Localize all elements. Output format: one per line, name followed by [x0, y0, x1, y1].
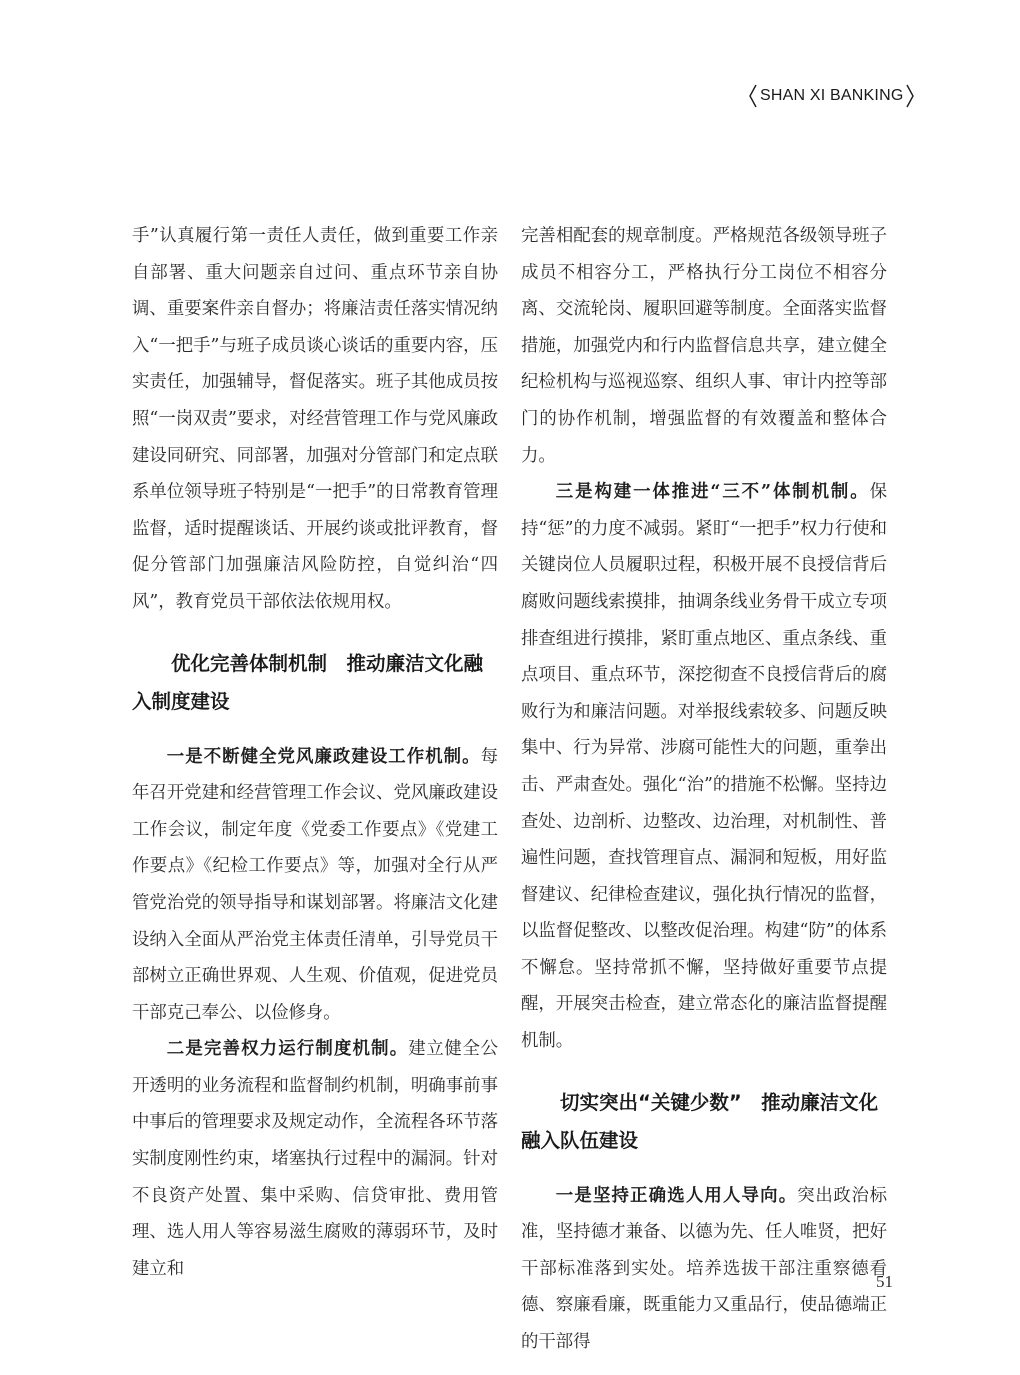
section-heading-team: 切实突出“关键少数” 推动廉洁文化融入队伍建设	[521, 1090, 879, 1152]
chevron-left-icon	[748, 84, 758, 108]
paragraph-lead: 三是构建一体推进“三不”体制机制。	[555, 482, 870, 503]
paragraph-body: 突出政治标准，坚持德才兼备、以德为先、任人唯贤，把好干部标准落到实处。培养选拔干部注重察德看德、察廉看廉，既重能力又重品行，使品德端正的干部得	[521, 1185, 887, 1353]
paragraph-lead: 一是不断健全党风廉政建设工作机制。	[166, 746, 481, 767]
left-column	[132, 218, 498, 1287]
paragraph-personnel	[521, 1178, 887, 1361]
paragraph-mechanism	[132, 739, 498, 1032]
paragraph-lead: 一是坚持正确选人用人导向。	[555, 1185, 798, 1206]
paragraph-lead: 二是完善权力运行制度机制。	[166, 1039, 409, 1060]
paragraph-body: 每年召开党建和经营管理工作会议、党风廉政建设工作会议，制定年度《党委工作要点》《党建工作要点》《纪检工作要点》等，加强对全行从严管党治党的领导指导和谋划部署。将廉洁文化建设纳入全面从严治党主体责任清单，引导党员干部树立正确世界观、人生观、价值观，促进党员干部克己奉公、以俭修身。	[132, 746, 498, 1023]
paragraph-body: 建立健全公开透明的业务流程和监督制约机制，明确事前事中事后的管理要求及规定动作，全流程各环节落实制度刚性约束，堵塞执行过程中的漏洞。针对不良资产处置、集中采购、信贷审批、费用管理、选人用人等容易滋生腐败的薄弱环节，及时建立和	[132, 1039, 498, 1279]
page-number: 51	[876, 1272, 893, 1291]
brand-label: SHAN XI BANKING	[760, 87, 904, 104]
paragraph-continued: 完善相配套的规章制度。严格规范各级领导班子成员不相容分工，严格执行分工岗位不相容分离、交流轮岗、履职回避等制度。全面落实监督措施，加强党内和行内监督信息共享，建立健全纪检机构与巡视巡察、组织人事、审计内控等部门的协作机制，增强监督的有效覆盖和整体合力。	[521, 226, 887, 466]
chevron-right-icon	[905, 84, 915, 108]
right-column	[521, 218, 887, 1361]
brand-tag	[748, 84, 913, 108]
paragraph-three-no	[521, 474, 887, 1060]
section-heading-institutional: 优化完善体制机制 推动廉洁文化融入制度建设	[132, 651, 484, 713]
paragraph-body: 保持“惩”的力度不减弱。紧盯“一把手”权力行使和关键岗位人员履职过程，积极开展不良授信背后腐败问题线索摸排，抽调条线业务骨干成立专项排查组进行摸排，紧盯重点地区、重点条线、重点项目、重点环节，深挖彻查不良授信背后的腐败行为和廉洁问题。对举报线索较多、问题反映集中、行为异常、涉腐可能性大的问题，重拳出击、严肃查处。强化“治”的措施不松懈。坚持边查处、边剖析、边整改、边治理，对机制性、普遍性问题，查找管理盲点、漏洞和短板，用好监督建议、纪律检查建议，强化执行情况的监督，以监督促整改、以整改促治理。构建“防”的体系不懈怠。坚持常抓不懈，坚持做好重要节点提醒，开展突击检查，建立常态化的廉洁监督提醒机制。	[521, 482, 887, 1052]
paragraph-continued: 手”认真履行第一责任人责任，做到重要工作亲自部署、重大问题亲自过问、重点环节亲自协调、重要案件亲自督办；将廉洁责任落实情况纳入“一把手”与班子成员谈心谈话的重要内容，压实责任，加强辅导，督促落实。班子其他成员按照“一岗双责”要求，对经营管理工作与党风廉政建设同研究、同部署，加强对分管部门和定点联系单位领导班子特别是“一把手”的日常教育管理监督，适时提醒谈话、开展约谈或批评教育，督促分管部门加强廉洁风险防控，自觉纠治“四风”，教育党员干部依法依规用权。	[132, 226, 498, 612]
paragraph-power-operation	[132, 1031, 498, 1287]
